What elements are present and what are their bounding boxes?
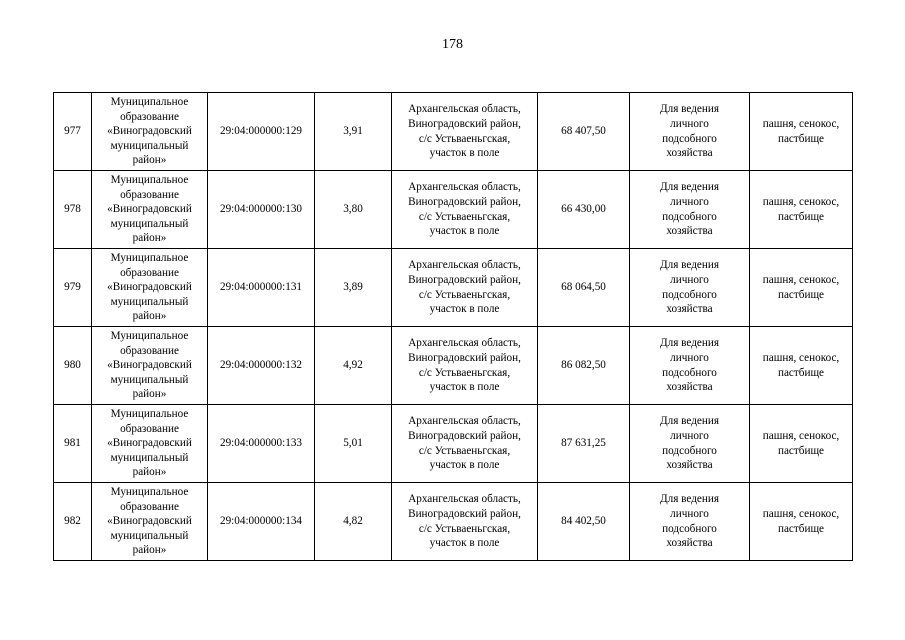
table-row bbox=[54, 327, 853, 405]
table-row bbox=[54, 249, 853, 327]
row-number: 978 bbox=[54, 171, 92, 249]
cadastral-number-cell: 29:04:000000:132 bbox=[208, 327, 315, 405]
cadastral-number-cell: 29:04:000000:134 bbox=[208, 483, 315, 561]
land-use-type-cell: пашня, сенокос, пастбище bbox=[750, 405, 853, 483]
permitted-use-cell: Для ведения личного подсобного хозяйства bbox=[630, 405, 750, 483]
cadastral-value-cell: 68 064,50 bbox=[538, 249, 630, 327]
location-cell: Архангельская область, Виноградовский район, с/с Устьваеньгская, участок в поле bbox=[392, 483, 538, 561]
location-cell: Архангельская область, Виноградовский район, с/с Устьваеньгская, участок в поле bbox=[392, 249, 538, 327]
owner-cell: Муниципальное образование «Виноградовский муниципальный район» bbox=[92, 327, 208, 405]
permitted-use-cell: Для ведения личного подсобного хозяйства bbox=[630, 171, 750, 249]
cadastral-value-cell: 84 402,50 bbox=[538, 483, 630, 561]
area-cell: 3,89 bbox=[315, 249, 392, 327]
owner-cell: Муниципальное образование «Виноградовский муниципальный район» bbox=[92, 405, 208, 483]
land-use-type-cell: пашня, сенокос, пастбище bbox=[750, 327, 853, 405]
location-cell: Архангельская область, Виноградовский район, с/с Устьваеньгская, участок в поле bbox=[392, 405, 538, 483]
cadastral-number-cell: 29:04:000000:131 bbox=[208, 249, 315, 327]
cadastral-number-cell: 29:04:000000:133 bbox=[208, 405, 315, 483]
cadastral-value-cell: 66 430,00 bbox=[538, 171, 630, 249]
cadastral-number-cell: 29:04:000000:130 bbox=[208, 171, 315, 249]
area-cell: 4,92 bbox=[315, 327, 392, 405]
land-use-type-cell: пашня, сенокос, пастбище bbox=[750, 93, 853, 171]
table-row bbox=[54, 171, 853, 249]
location-cell: Архангельская область, Виноградовский район, с/с Устьваеньгская, участок в поле bbox=[392, 171, 538, 249]
permitted-use-cell: Для ведения личного подсобного хозяйства bbox=[630, 327, 750, 405]
owner-cell: Муниципальное образование «Виноградовский муниципальный район» bbox=[92, 171, 208, 249]
location-cell: Архангельская область, Виноградовский район, с/с Устьваеньгская, участок в поле bbox=[392, 93, 538, 171]
cadastral-value-cell: 87 631,25 bbox=[538, 405, 630, 483]
cadastral-number-cell: 29:04:000000:129 bbox=[208, 93, 315, 171]
area-cell: 4,82 bbox=[315, 483, 392, 561]
area-cell: 5,01 bbox=[315, 405, 392, 483]
owner-cell: Муниципальное образование «Виноградовский муниципальный район» bbox=[92, 483, 208, 561]
cadastral-value-cell: 68 407,50 bbox=[538, 93, 630, 171]
area-cell: 3,91 bbox=[315, 93, 392, 171]
location-cell: Архангельская область, Виноградовский район, с/с Устьваеньгская, участок в поле bbox=[392, 327, 538, 405]
table-row bbox=[54, 93, 853, 171]
row-number: 980 bbox=[54, 327, 92, 405]
area-cell: 3,80 bbox=[315, 171, 392, 249]
land-plots-table bbox=[53, 92, 853, 561]
permitted-use-cell: Для ведения личного подсобного хозяйства bbox=[630, 483, 750, 561]
table-row bbox=[54, 483, 853, 561]
land-use-type-cell: пашня, сенокос, пастбище bbox=[750, 171, 853, 249]
permitted-use-cell: Для ведения личного подсобного хозяйства bbox=[630, 93, 750, 171]
owner-cell: Муниципальное образование «Виноградовский муниципальный район» bbox=[92, 93, 208, 171]
owner-cell: Муниципальное образование «Виноградовский муниципальный район» bbox=[92, 249, 208, 327]
row-number: 982 bbox=[54, 483, 92, 561]
cadastral-value-cell: 86 082,50 bbox=[538, 327, 630, 405]
land-use-type-cell: пашня, сенокос, пастбище bbox=[750, 483, 853, 561]
table-row bbox=[54, 405, 853, 483]
permitted-use-cell: Для ведения личного подсобного хозяйства bbox=[630, 249, 750, 327]
row-number: 979 bbox=[54, 249, 92, 327]
row-number: 977 bbox=[54, 93, 92, 171]
row-number: 981 bbox=[54, 405, 92, 483]
land-use-type-cell: пашня, сенокос, пастбище bbox=[750, 249, 853, 327]
page-number: 178 bbox=[442, 37, 463, 52]
